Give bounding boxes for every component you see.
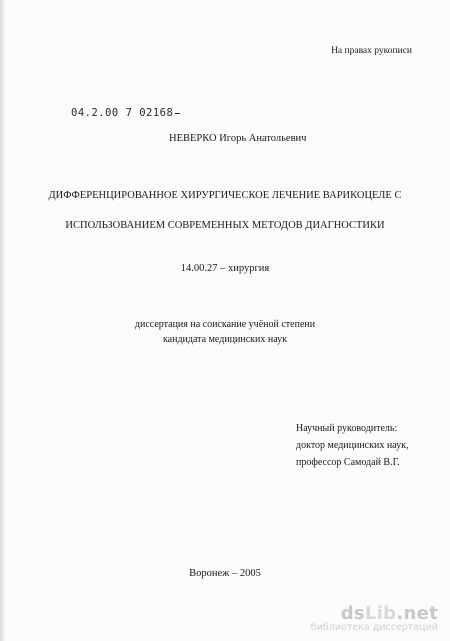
title-line-1: ДИФФЕРЕНЦИРОВАННОЕ ХИРУРГИЧЕСКОЕ ЛЕЧЕНИЕ ВАРИКОЦЕЛЕ С (48, 190, 402, 201)
stamp-dash-mark (175, 113, 180, 114)
title-line-2: ИСПОЛЬЗОВАНИЕМ СОВРЕМЕННЫХ МЕТОДОВ ДИАГНОСТИКИ (65, 220, 385, 231)
watermark-subtitle: библиотека диссертаций (310, 622, 438, 633)
author-name: НЕВЕРКО Игорь Анатольевич (169, 133, 307, 144)
archive-stamp (71, 107, 180, 119)
watermark (311, 603, 438, 633)
supervisor-degree: доктор медицинских наук, (296, 440, 409, 451)
city-year: Воронеж – 2005 (189, 568, 261, 579)
rights-note: На правах рукописи (331, 46, 412, 56)
degree-line-1: диссертация на соискание учёной степени (134, 319, 316, 330)
stamp-number: 04.2.00 7 02168 (71, 107, 174, 119)
specialty-code: 14.00.27 – хирургия (180, 263, 270, 274)
degree-statement (0, 317, 450, 347)
supervisor-block (296, 420, 408, 471)
watermark-logo: dsLib.net (340, 603, 438, 624)
degree-line-2: кандидата медицинских наук (162, 334, 288, 345)
supervisor-name: профессор Самодай В.Г. (296, 457, 400, 468)
supervisor-label: Научный руководитель: (296, 423, 398, 434)
